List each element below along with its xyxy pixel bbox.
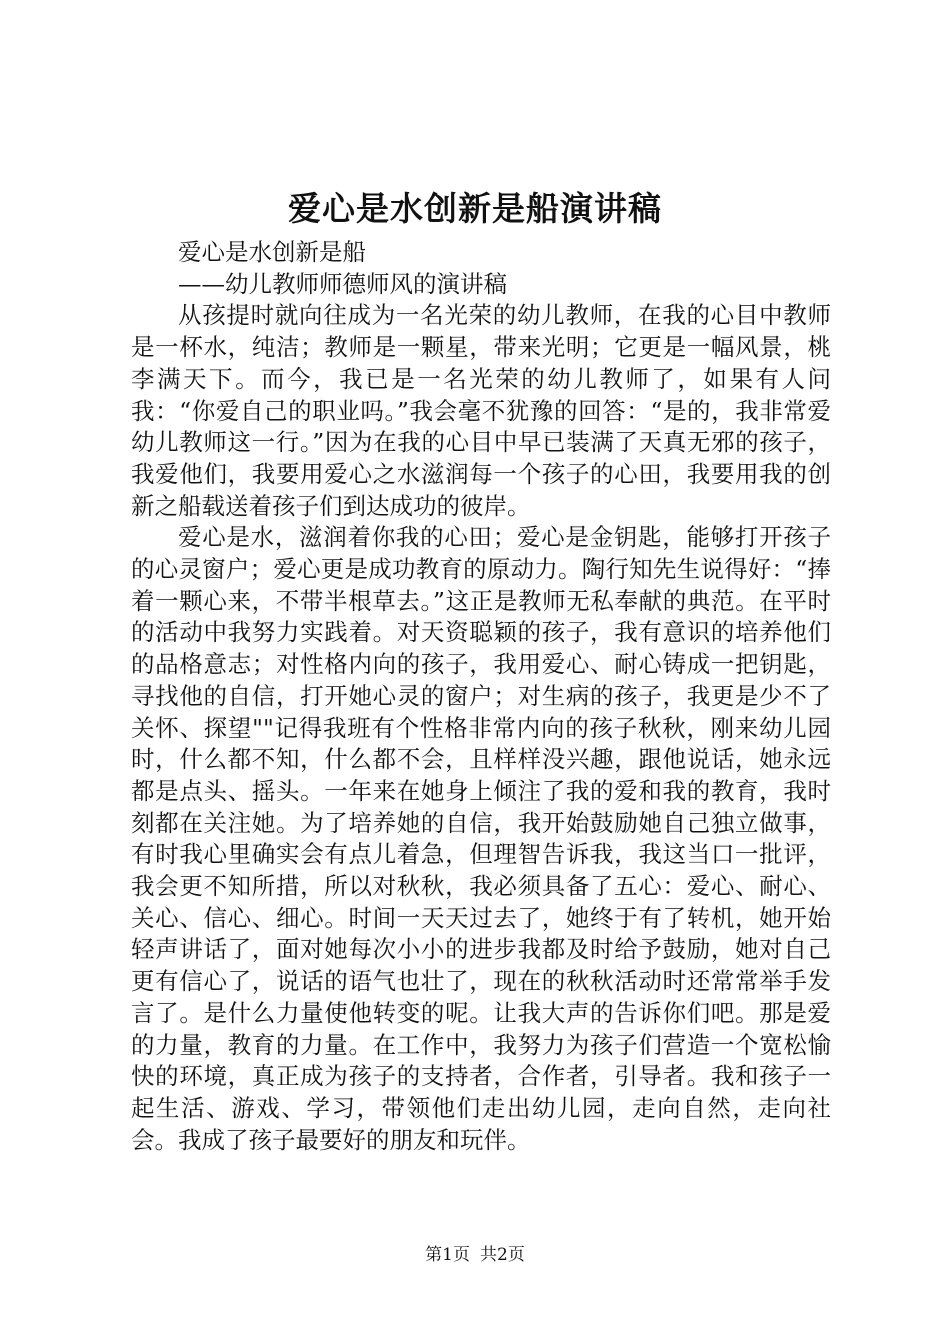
- page-footer: [0, 1243, 950, 1267]
- document-title: 爱心是水创新是船演讲稿: [288, 189, 662, 228]
- body-paragraph: 从孩提时就向往成为一名光荣的幼儿教师，在我的心目中教师是一杯水，纯洁；教师是一颗星，带来光明；它更是一幅风景，桃李满天下。而今，我已是一名光荣的幼儿教师了，如果有人问我：“你爱自己的职业吗。”我会毫不犹豫的回答：“是的，我非常爱幼儿教师这一行。”因为在我的心目中早已装满了天真无邪的孩子，我爱他们，我要用爱心之水滋润每一个孩子的心田，我要用我的创新之船载送着孩子们到达成功的彼岸。: [131, 301, 831, 520]
- page-number: 第1页: [425, 1245, 470, 1265]
- subtitle-line: ——幼儿教师师德师风的演讲稿: [178, 269, 507, 298]
- subtitle-line: 爱心是水创新是船: [178, 238, 366, 266]
- body-paragraph: 爱心是水，滋润着你我的心田；爱心是金钥匙，能够打开孩子的心灵窗户；爱心更是成功教育的原动力。陶行知先生说得好：“捧着一颗心来，不带半根草去。”这正是教师无私奉献的典范。在平时的活动中我努力实践着。对天资聪颖的孩子，我有意识的培养他们的品格意志；对性格内向的孩子，我用爱心、耐心铸成一把钥匙，寻找他的自信，打开她心灵的窗户；对生病的孩子，我更是少不了关怀、探望""记得我班有个性格非常内向的孩子秋秋，刚来幼儿园时，什么都不知，什么都不会，且样样没兴趣，跟他说话，她永远都是点头、摇头。一年来在她身上倾注了我的爱和我的教育，我时刻都在关注她。为了培养她的自信，我开始鼓励她自己独立做事，有时我心里确实会有点儿着急，但理智告诉我，我这当口一批评，我会更不知所措，所以对秋秋，我必须具备了五心：爱心、耐心、关心、信心、细心。时间一天天过去了，她终于有了转机，她开始轻声讲话了，面对她每次小小的进步我都及时给予鼓励，她对自己更有信心了，说话的语气也壮了，现在的秋秋活动时还常常举手发言了。是什么力量使他转变的呢。让我大声的告诉你们吧。那是爱的力量，教育的力量。在工作中，我努力为孩子们营造一个宽松愉快的环境，真正成为孩子的支持者，合作者，引导者。我和孩子一起生活、游戏、学习，带领他们走出幼儿园，走向自然，走向社会。我成了孩子最要好的朋友和玩伴。: [131, 523, 831, 1154]
- document-body: [131, 237, 831, 1156]
- page-total: 共2页: [480, 1245, 525, 1265]
